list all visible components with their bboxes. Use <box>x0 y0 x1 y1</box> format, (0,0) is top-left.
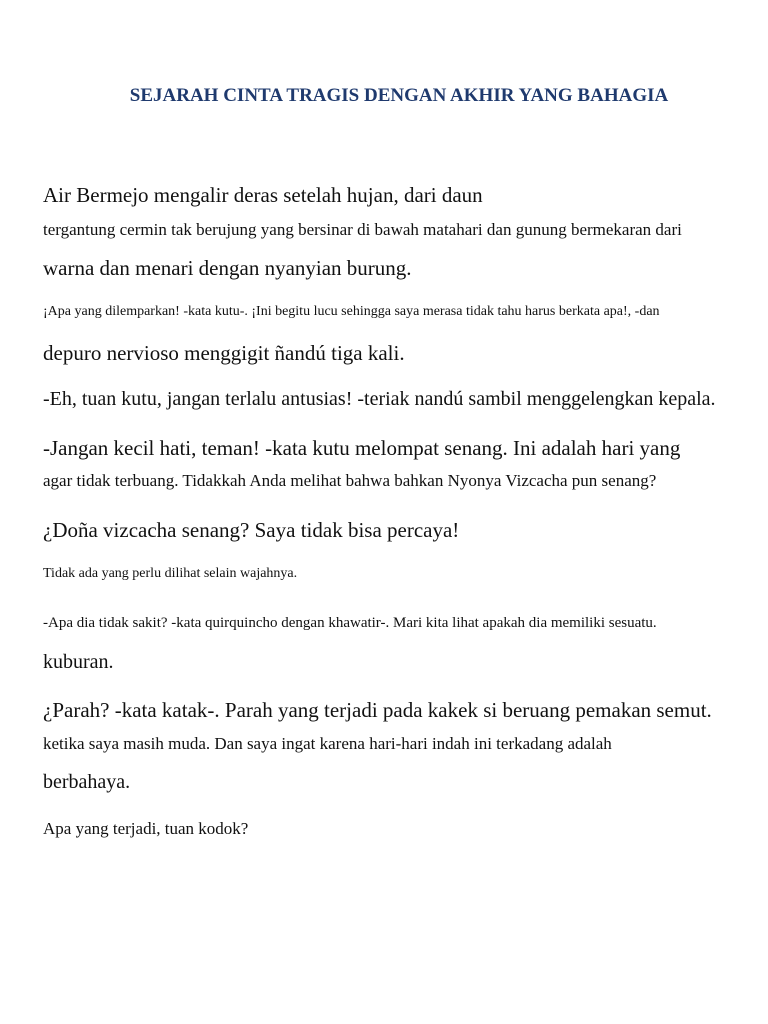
text-line: agar tidak terbuang. Tidakkah Anda melihat bahwa bahkan Nyonya Vizcacha pun senang? <box>43 471 657 490</box>
text-line: berbahaya. <box>43 771 131 793</box>
text-line: depuro nervioso menggigit ñandú tiga kali. <box>43 341 405 365</box>
document-title: SEJARAH CINTA TRAGIS DENGAN AKHIR YANG BAHAGIA <box>129 85 669 106</box>
text-line: Air Bermejo mengalir deras setelah hujan, dari daun <box>43 183 483 207</box>
text-line: ketika saya masih muda. Dan saya ingat karena hari-hari indah ini terkadang adalah <box>43 734 612 753</box>
text-line: ¡Apa yang dilemparkan! -kata kutu-. ¡Ini begitu lucu sehingga saya merasa tidak tahu harus berkata apa!, -dan <box>43 304 660 319</box>
text-line: Apa yang terjadi, tuan kodok? <box>43 819 249 838</box>
text-line: warna dan menari dengan nyanyian burung. <box>43 256 412 280</box>
text-line: -Jangan kecil hati, teman! -kata kutu melompat senang. Ini adalah hari yang <box>43 436 681 460</box>
text-line: -Eh, tuan kutu, jangan terlalu antusias! -teriak nandú sambil menggelengkan kepala. <box>43 388 716 410</box>
text-line: -Apa dia tidak sakit? -kata quirquincho dengan khawatir-. Mari kita lihat apakah dia memiliki sesuatu. <box>43 615 657 631</box>
text-line: ¿Parah? -kata katak-. Parah yang terjadi pada kakek si beruang pemakan semut. <box>43 698 712 722</box>
text-line: Tidak ada yang perlu dilihat selain wajahnya. <box>43 566 298 581</box>
text-line: ¿Doña vizcacha senang? Saya tidak bisa percaya! <box>43 518 460 542</box>
text-line: tergantung cermin tak berujung yang bersinar di bawah matahari dan gunung bermekaran dari <box>43 220 682 239</box>
text-line: kuburan. <box>43 651 114 673</box>
